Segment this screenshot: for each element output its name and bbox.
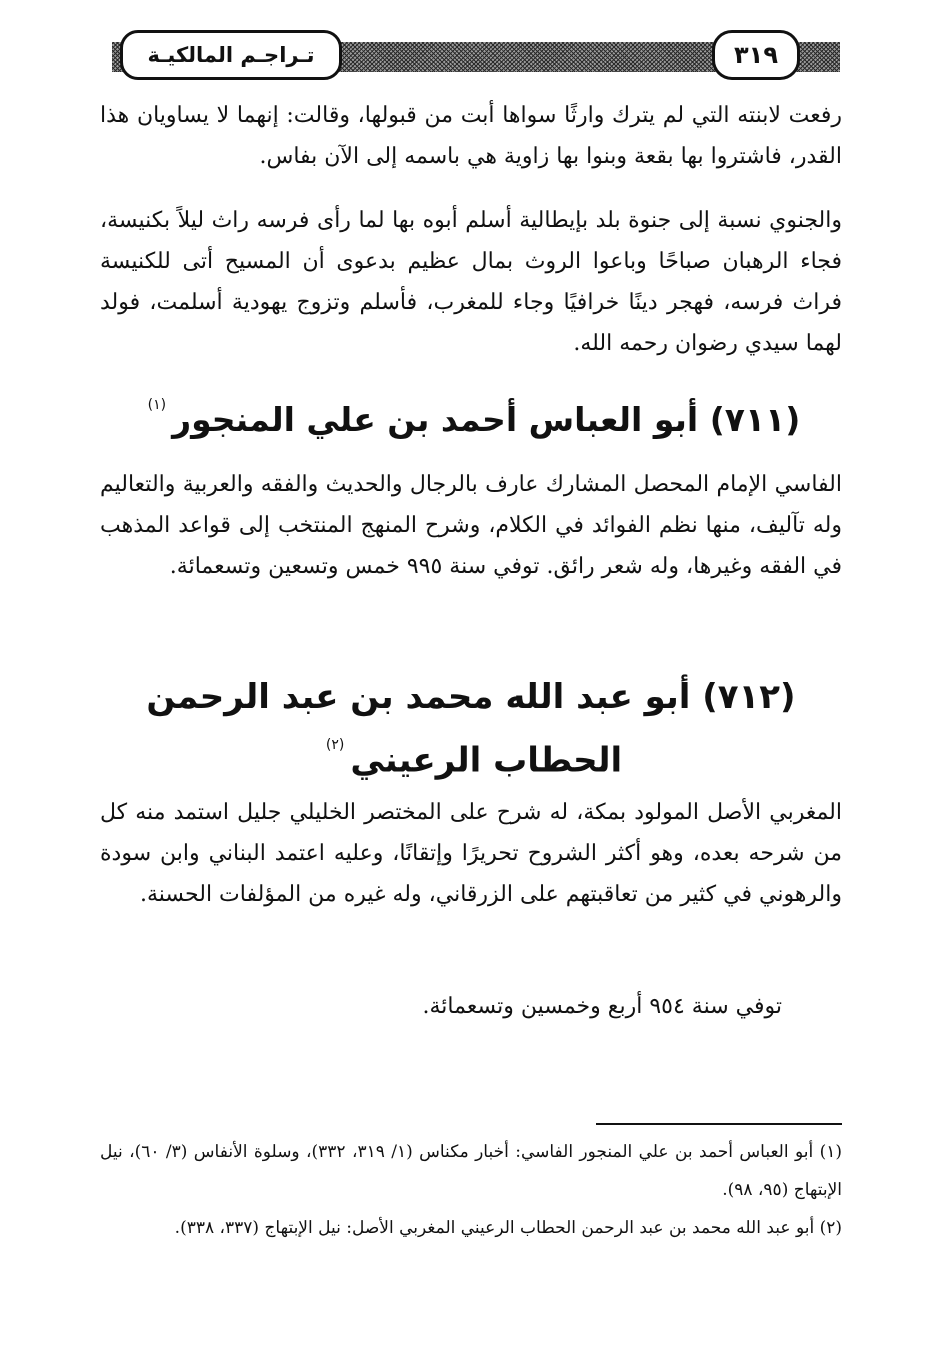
footnote-marker: (١) — [147, 397, 167, 413]
footnote-marker: (٢) — [325, 737, 345, 753]
page-number: ٣١٩ — [734, 41, 778, 69]
running-title-box — [120, 30, 342, 80]
paragraph-text: المغربي الأصل المولود بمكة، له شرح على المختصر الخليلي جليل استمد منه كل من شرحه بعده، وهو أكثر الشروح تحريرًا وإتقانًا، وعليه اعتمد البناني وابن سودة والرهوني في كثير من تعاقبتهم على الزرقاني، وله غيره من المؤلفات الحسنة. — [100, 800, 842, 907]
paragraph-genoa — [100, 200, 842, 364]
footnote-separator — [596, 1123, 842, 1125]
paragraph-text: توفي سنة ٩٥٤ أربع وخمسين وتسعمائة. — [422, 994, 782, 1019]
footnote-2: (٢) أبو عبد الله محمد بن عبد الرحمن الحطاب الرعيني المغربي الأصل: نيل الإبتهاج (٣٣٧، ٣٣٨). — [174, 1218, 842, 1238]
entry-heading-text: (٧١٢) أبو عبد الله محمد بن عبد الرحمن الحطاب الرعيني — [146, 677, 796, 781]
footnote-1: (١) أبو العباس أحمد بن علي المنجور الفاسي: أخبار مكناس (١/ ٣١٩، ٣٣٢)، وسلوة الأنفاس (٣/ ٦٠)، نيل الإبتهاج (٩٥، ٩٨). — [100, 1142, 842, 1200]
paragraph-death-date — [100, 986, 842, 1027]
footnotes — [100, 1133, 842, 1247]
paragraph-continuation — [100, 95, 842, 177]
paragraph-entry-711 — [100, 464, 842, 587]
entry-heading-text: (٧١١) أبو العباس أحمد بن علي المنجور — [172, 400, 801, 439]
entry-heading-711 — [100, 393, 842, 442]
running-title: تـراجـم المالكيـة — [147, 43, 315, 67]
paragraph-text: رفعت لابنته التي لم يترك وارثًا سواها أبت من قبولها، وقالت: إنهما لا يساويان هذا القدر، فاشتروا بها بقعة وبنوا بها زاوية هي باسمه إلى الآن بفاس. — [100, 103, 842, 169]
paragraph-text: والجنوي نسبة إلى جنوة بلد بإيطالية أسلم أبوه بها لما رأى فرسه راث ليلاً بكنيسة، فجاء الرهبان صباحًا وباعوا الروث بمال عظيم بدعوى أن المسيح أتى للكنيسة فراث فرسه، فهجر دينًا خرافيًا وجاء للمغرب، فأسلم وتزوج يهودية أسلمت، فولد لهما سيدي رضوان رحمه الله. — [100, 208, 842, 356]
paragraph-text: الفاسي الإمام المحصل المشارك عارف بالرجال والحديث والفقه والعربية والتعاليم وله تآليف، منها نظم الفوائد في الكلام، وشرح المنهج المنتخب إلى قواعد المذهب في الفقه وغيرها، وله شعر رائق. توفي سنة ٩٩٥ خمس وتسعين وتسعمائة. — [100, 472, 842, 579]
paragraph-entry-712 — [100, 792, 842, 915]
page-number-box — [712, 30, 800, 80]
entry-heading-712 — [100, 668, 842, 789]
